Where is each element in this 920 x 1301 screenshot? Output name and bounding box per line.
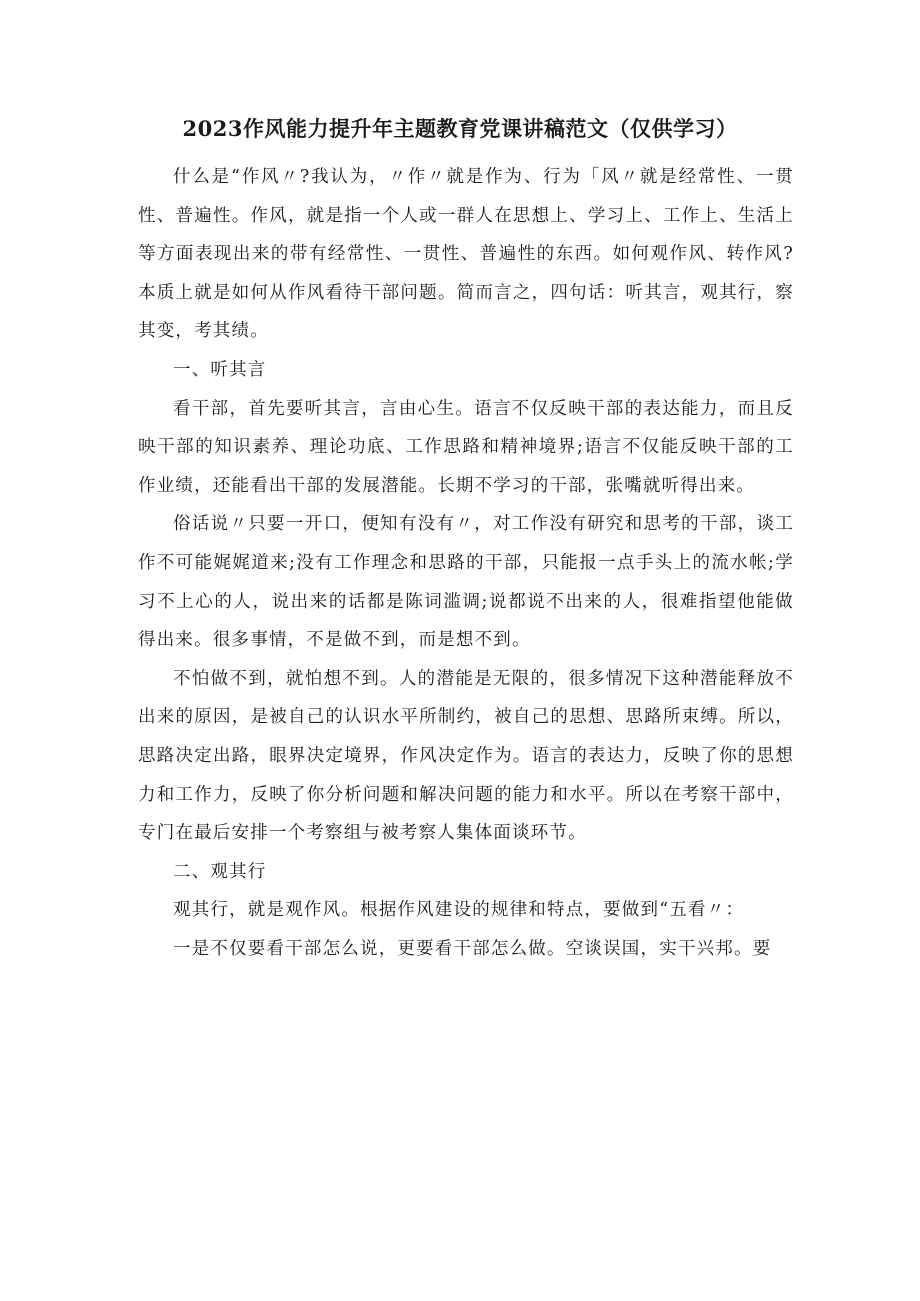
document-title: 2023作风能力提升年主题教育党课讲稿范文（仅供学习）	[182, 116, 738, 141]
paragraph-1: 看干部，首先要听其言，言由心生。语言不仅反映干部的表达能力，而且反映干部的知识素养、理论功底、工作思路和精神境界;语言不仅能反映干部的工作业绩，还能看出干部的发展潜能。长期不学习的干部，张嘴就听得出来。	[138, 398, 794, 496]
section-heading-1: 一、听其言	[173, 359, 267, 380]
paragraph-4: 观其行，就是观作风。根据作风建设的规律和特点，要做到“五看〃：	[173, 900, 745, 921]
paragraph-2: 俗话说〃只要一开口，便知有没有〃，对工作没有研究和思考的干部，谈工作不可能娓娓道来;没有工作理念和思路的干部，只能报一点手头上的流水帐;学习不上心的人，说出来的话都是陈词滥调;说都说不出来的人，很难指望他能做得出来。很多事情，不是做不到，而是想不到。	[138, 514, 794, 651]
section-heading-2: 二、观其行	[173, 861, 267, 882]
paragraph-3: 不怕做不到，就怕想不到。人的潜能是无限的，很多情况下这种潜能释放不出来的原因，是被自己的认识水平所制约，被自己的思想、思路所束缚。所以，思路决定出路，眼界决定境界，作风决定作为。语言的表达力，反映了你的思想力和工作力，反映了你分析问题和解决问题的能力和水平。所以在考察干部中，专门在最后安排一个考察组与被考察人集体面谈环节。	[138, 668, 794, 844]
paragraph-5: 一是不仅要看干部怎么说，更要看干部怎么做。空谈误国，实干兴邦。要	[173, 938, 772, 959]
document-body	[138, 158, 794, 968]
paragraph-intro: 什么是“作风〃?我认为，〃作〃就是作为、行为「风〃就是经常性、一贯性、普遍性。作风，就是指一个人或一群人在思想上、学习上、工作上、生活上等方面表现出来的带有经常性、一贯性、普遍性的东西。如何观作风、转作风?本质上就是如何从作风看待干部问题。简而言之，四句话：听其言，观其行，察其变，考其绩。	[138, 167, 794, 342]
